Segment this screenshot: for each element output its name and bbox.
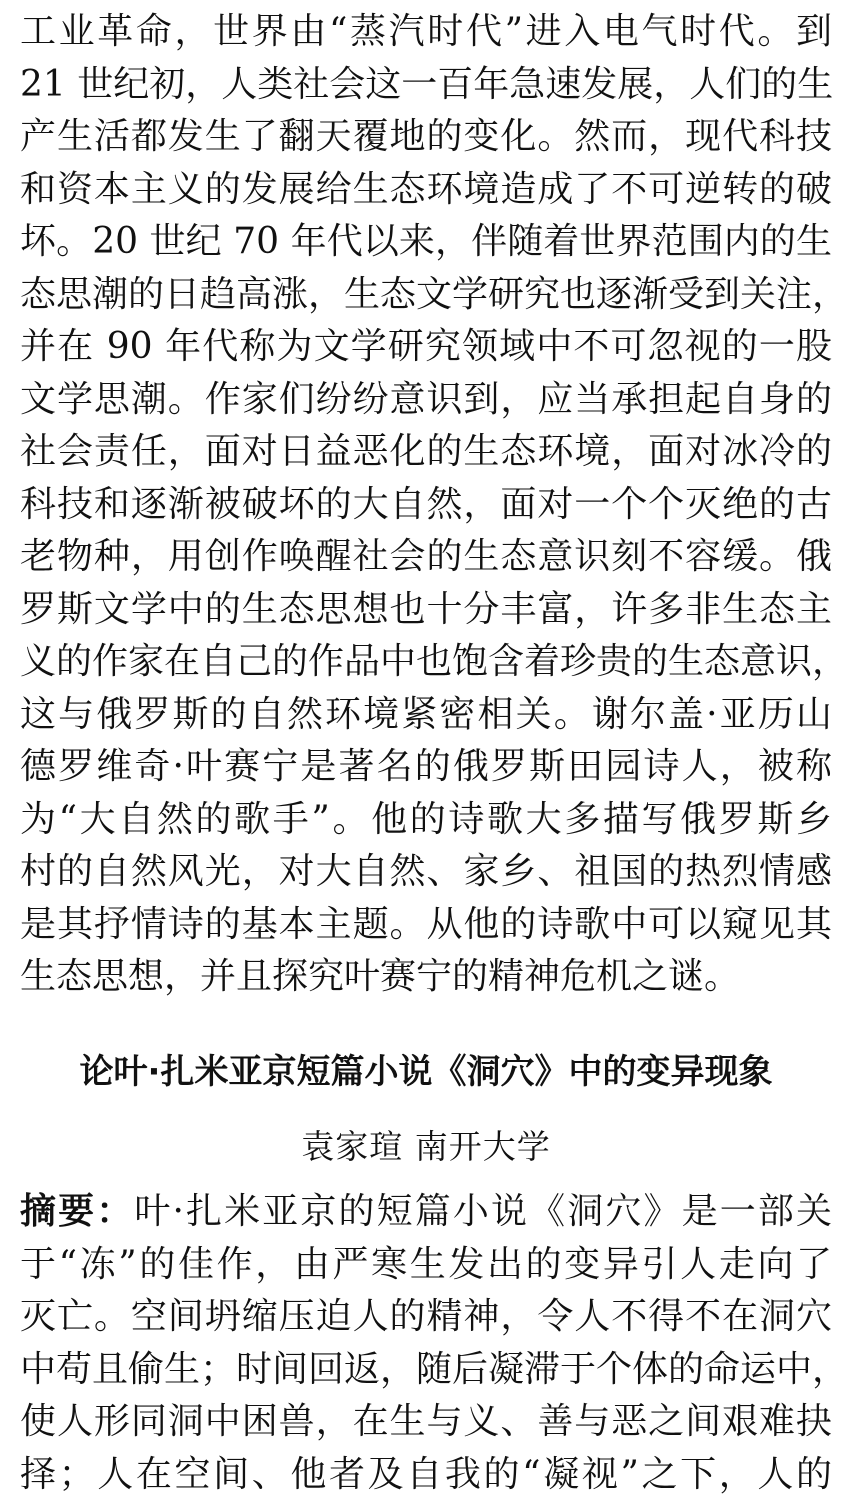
body-line: 义的作家在自己的作品中也饱含着珍贵的生态意识， — [20, 641, 849, 682]
abstract-line: 灭亡。空间坍缩压迫人的精神，令人不得不在洞穴 — [20, 1296, 832, 1337]
article-title: 论叶·扎米亚京短篇小说《洞穴》中的变异现象 — [79, 1052, 773, 1092]
body-line: 老物种，用创作唤醒社会的生态意识刻不容缓。俄 — [20, 536, 832, 577]
article-abstract — [20, 1186, 849, 1501]
body-line: 为“大自然的歌手”。他的诗歌大多描写俄罗斯乡 — [20, 798, 832, 840]
body-line: 21 世纪初，人类社会这一百年急速发展，人们的生 — [20, 63, 834, 105]
body-line: 德罗维奇·叶赛宁是著名的俄罗斯田园诗人，被称 — [20, 746, 832, 787]
body-line: 文学思潮。作家们纷纷意识到，应当承担起自身的 — [20, 378, 832, 420]
abstract-line: 中苟且偷生；时间回返，随后凝滞于个体的命运中， — [20, 1348, 849, 1390]
body-paragraph — [20, 6, 849, 1004]
abstract-line — [20, 1186, 832, 1239]
abstract-text: 叶·扎米亚京的短篇小说《洞穴》是一部关 — [134, 1191, 832, 1232]
abstract-line: 于“冻”的佳作，由严寒生发出的变异引人走向了 — [20, 1243, 832, 1285]
body-line: 态思潮的日趋高涨，生态文学研究也逐渐受到关注， — [20, 273, 849, 315]
body-line: 罗斯文学中的生态思想也十分丰富，许多非生态主 — [20, 588, 832, 630]
body-line: 并在 90 年代称为文学研究领域中不可忽视的一股 — [20, 326, 832, 367]
body-line: 村的自然风光，对大自然、家乡、祖国的热烈情感 — [20, 851, 832, 892]
abstract-line: 择；人在空间、他者及自我的“凝视”之下，人的 — [20, 1453, 832, 1495]
body-line: 这与俄罗斯的自然环境紧密相关。谢尔盖·亚历山 — [20, 693, 832, 735]
abstract-line: 使人形同洞中困兽，在生与义、善与恶之间艰难抉 — [20, 1401, 832, 1442]
body-line: 科技和逐渐被破坏的大自然，面对一个个灭绝的古 — [20, 483, 832, 525]
body-line: 生态思想，并且探究叶赛宁的精神危机之谜。 — [20, 956, 741, 997]
body-line: 工业革命，世界由“蒸汽时代”进入电气时代。到 — [20, 11, 832, 52]
article-author: 袁家瑄 南开大学 — [301, 1127, 551, 1166]
abstract-label: 摘要： — [20, 1191, 135, 1232]
body-line: 坏。20 世纪 70 年代以来，伴随着世界范围内的生 — [20, 221, 832, 262]
body-line: 是其抒情诗的基本主题。从他的诗歌中可以窥见其 — [20, 903, 832, 945]
body-line: 和资本主义的发展给生态环境造成了不可逆转的破 — [20, 168, 832, 210]
body-line: 社会责任，面对日益恶化的生态环境，面对冰冷的 — [20, 431, 832, 472]
body-line: 产生活都发生了翻天覆地的变化。然而，现代科技 — [20, 116, 832, 157]
